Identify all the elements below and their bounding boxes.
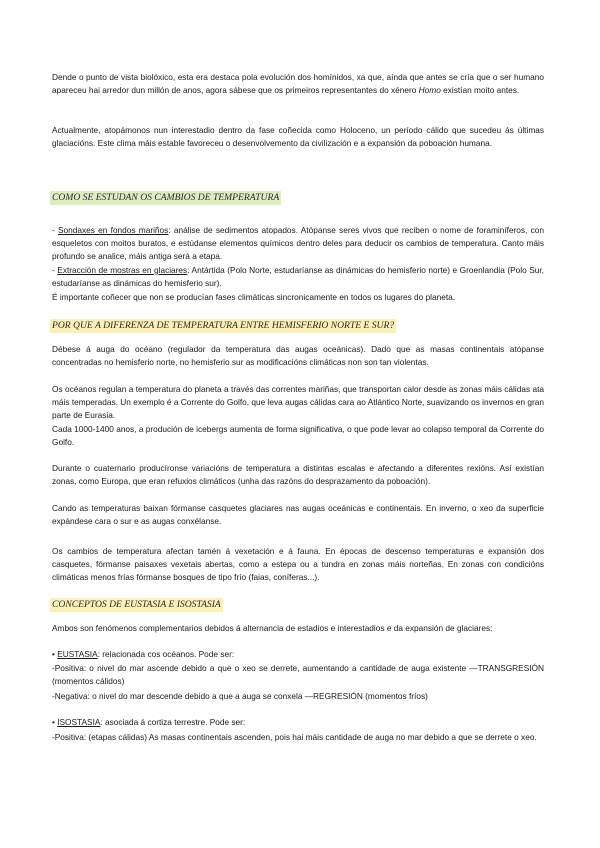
item-prefix: - [52, 265, 58, 275]
section-heading-cambios: COMO SE ESTUDAN OS CAMBIOS DE TEMPERATURA [52, 192, 280, 203]
paragraph-vegetation: Os cambios de temperatura afectan tamén á vexetación e á fauna. En épocas de descenso temperaturas e expansión dos casquetes, fórmanse paisaxes vexetais abertas, como a estepa ou a tundra en zonas máis norteñas. En zonas con condicións climáticas menos frías fórmanse bosques de tipo frío (faias, coníferas...). [52, 546, 544, 583]
item-text: : relacionada cos océanos. Pode ser: [97, 649, 235, 659]
term-eustasia: EUSTASIA [57, 649, 98, 659]
bullet: • [52, 649, 58, 659]
list-item-sondaxes [52, 224, 544, 264]
paragraph-text: Dende o punto de vista biolóxico, esta era destaca pola evolución dos homínidos, xa que, aínda que antes se cría que o ser humano apareceu hai arredor dun millón de anos, agora sábese que os primeiros representantes do xénero [52, 72, 544, 96]
section-heading-eustasia: CONCEPTOS DE EUSTASIA E ISOSTASIA [52, 599, 221, 610]
paragraph-hominids [52, 71, 544, 97]
paragraph-text: existían moito antes. [440, 85, 520, 96]
bullet: • [52, 717, 58, 727]
item-text: : asociada á cortiza terrestre. Pode ser: [100, 717, 246, 727]
eustasia-positive: -Positiva: o nivel do mar ascende debido a que o xeo se derrete, aumentando a cantidade de auga existente —TRANSGRESIÓN (momentos cálidos) [52, 663, 544, 687]
paragraph-note: É importante coñecer que non se producían fases climáticas sincronicamente en todos os lugares do planeta. [52, 292, 456, 302]
paragraph-quaternary: Durante o cuaternario producíronse variacións de temperatura a distintas escalas e afectando a diferentes rexións. Así existían zonas, como Europa, que eran refuxios climáticos (unha das razóns do desprazamento da poboación). [52, 463, 544, 487]
term-isostasia: ISOSTASIA [57, 717, 101, 727]
list-item-isostasia [52, 716, 544, 729]
item-text: : Antártida (Polo Norte, estudaríanse as dinámicas do hemisferio norte) e Groenlandia (Polo Sur, estudaríanse as dinámicas do hemisferio sur). [52, 265, 544, 289]
genus-name: Homo [418, 85, 441, 96]
item-label: Extracción de mostras en glaciares [57, 265, 188, 275]
list-item-eustasia [52, 648, 544, 661]
item-label: Sondaxes en fondos mariños [58, 225, 169, 235]
item-prefix: - [52, 225, 59, 235]
paragraph-glaciers: Cando as temperaturas baixan fórmanse casquetes glaciares nas augas oceánicas e continentais. En inverno, o xeo da superficie expándese cara o sur e as augas conxélanse. [52, 503, 544, 527]
paragraph-ocean: Débese á auga do océano (regulador da temperatura das augas oceánicas). Dado que as masas continentais atópanse concentradas no hemisferio norte, no hemisferio sur as modificacións climáticas non son tan violentas. [52, 344, 544, 368]
paragraph-holocene: Actualmente, atopámonos nun interestadio dentro da fase coñecida como Holoceno, un período cálido que sucedeu ás últimas glaciacións. Este clima máis estable favoreceu o desenvolvemento da civilización e a expansión da poboación humana. [52, 125, 544, 149]
list-item-glaciares [52, 264, 544, 290]
paragraph-icebergs: Cada 1000-1400 anos, a produción de icebergs aumenta de forma significativa, o que pode levar ao colapso temporal da Corrente do Golfo. [52, 424, 544, 448]
isostasia-positive: -Positiva: (etapas cálidas) As masas continentais ascenden, pois hai máis cantidade de auga no mar debido a que se derrete o xeo. [52, 732, 537, 742]
section-heading-hemisferio: POR QUE A DIFERENZA DE TEMPERATURA ENTRE HEMISFERIO NORTE E SUR? [52, 320, 395, 331]
item-text: : análise de sedimentos atopados. Atópanse seres vivos que reciben o nome de foraminíferos, con esqueletos con moitos buratos, e estúdanse elementos químicos dentro deles para deducir os cambios de temperatura. Canto máis profundo se analice, máis antiga será a etapa. [52, 225, 545, 262]
paragraph-currents: Os océanos regulan a temperatura do planeta a través das correntes mariñas, que transportan calor desde as zonas máis cálidas ata máis temperadas. Un exemplo é a Corrente do Golfo, que leva augas cálidas cara ao Atlántico Norte, suavizando os invernos en gran parte de Eurasia. [52, 384, 544, 421]
paragraph-intro: Ambos son fenómenos complementarios debidos á alternancia de estadios e interestadios e da expansión de glaciares: [52, 623, 493, 633]
eustasia-negative: -Negativa: o nivel do mar descende debido a que a auga se conxela —REGRESIÓN (momentos fríos) [52, 691, 428, 701]
